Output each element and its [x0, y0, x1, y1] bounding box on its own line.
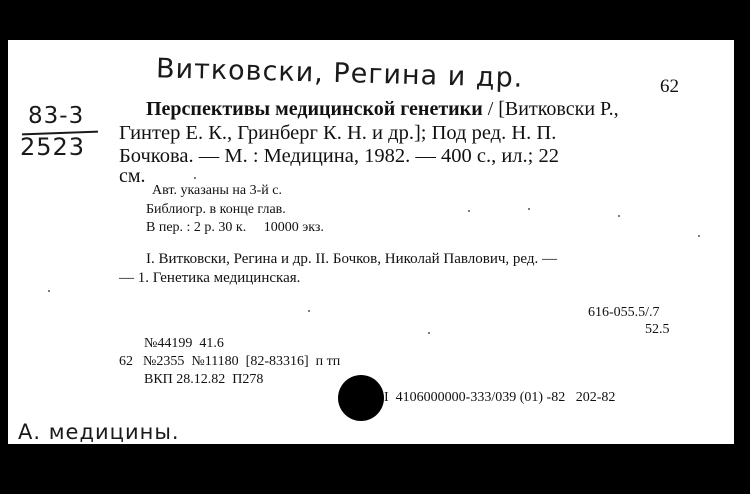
- registration-line: №2355 №11180 [82-83316] п тп: [143, 354, 341, 369]
- title-line-3: Бочкова. — М. : Медицина, 1982. — 400 с., ил.; 22: [119, 145, 559, 167]
- shelf-mark-bottom: 2523: [20, 133, 86, 161]
- note-price: В пер. : 2 р. 30 к. 10000 экз.: [146, 220, 324, 235]
- registration-prefix: 62: [119, 354, 133, 369]
- handwritten-author: Витковски, Регина и др.: [155, 53, 524, 94]
- ink-blot: [338, 375, 384, 421]
- speck: [308, 310, 310, 312]
- speck: [48, 290, 50, 292]
- note-bibliography: Библиогр. в конце глав.: [146, 202, 286, 217]
- handwritten-subject-note: А. медицины.: [18, 420, 180, 444]
- speck: [698, 235, 700, 237]
- book-title: Перспективы медицинской генетики: [146, 98, 483, 120]
- catalog-code: I 4106000000-333/039 (01) -82 202-82: [384, 390, 616, 405]
- udc-number: 616-055.5/.7: [588, 305, 660, 320]
- tracing-line-2: — 1. Генетика медицинская.: [119, 270, 301, 286]
- registration-number: №44199 41.6: [144, 336, 224, 351]
- bbk-number: 52.5: [645, 322, 670, 337]
- note-authors: Авт. указаны на 3-й с.: [152, 183, 282, 198]
- page-number: 62: [660, 76, 679, 97]
- speck: [194, 177, 196, 179]
- tracing-line-1: I. Витковски, Регина и др. II. Бочков, Николай Павлович, ред. —: [146, 251, 557, 267]
- title-line-2: Гинтер Е. К., Гринберг К. Н. и др.]; Под ред. Н. П.: [119, 122, 557, 144]
- title-responsibility: / [Витковски Р.,: [482, 98, 619, 120]
- speck: [468, 210, 470, 212]
- catalog-card: [8, 40, 734, 444]
- speck: [618, 215, 620, 217]
- speck: [428, 332, 430, 334]
- speck: [528, 208, 530, 210]
- title-line: [146, 97, 619, 121]
- vkp-line: ВКП 28.12.82 П278: [144, 372, 264, 387]
- shelf-mark-top: 83-3: [28, 103, 85, 129]
- title-line-4: см.: [119, 165, 146, 187]
